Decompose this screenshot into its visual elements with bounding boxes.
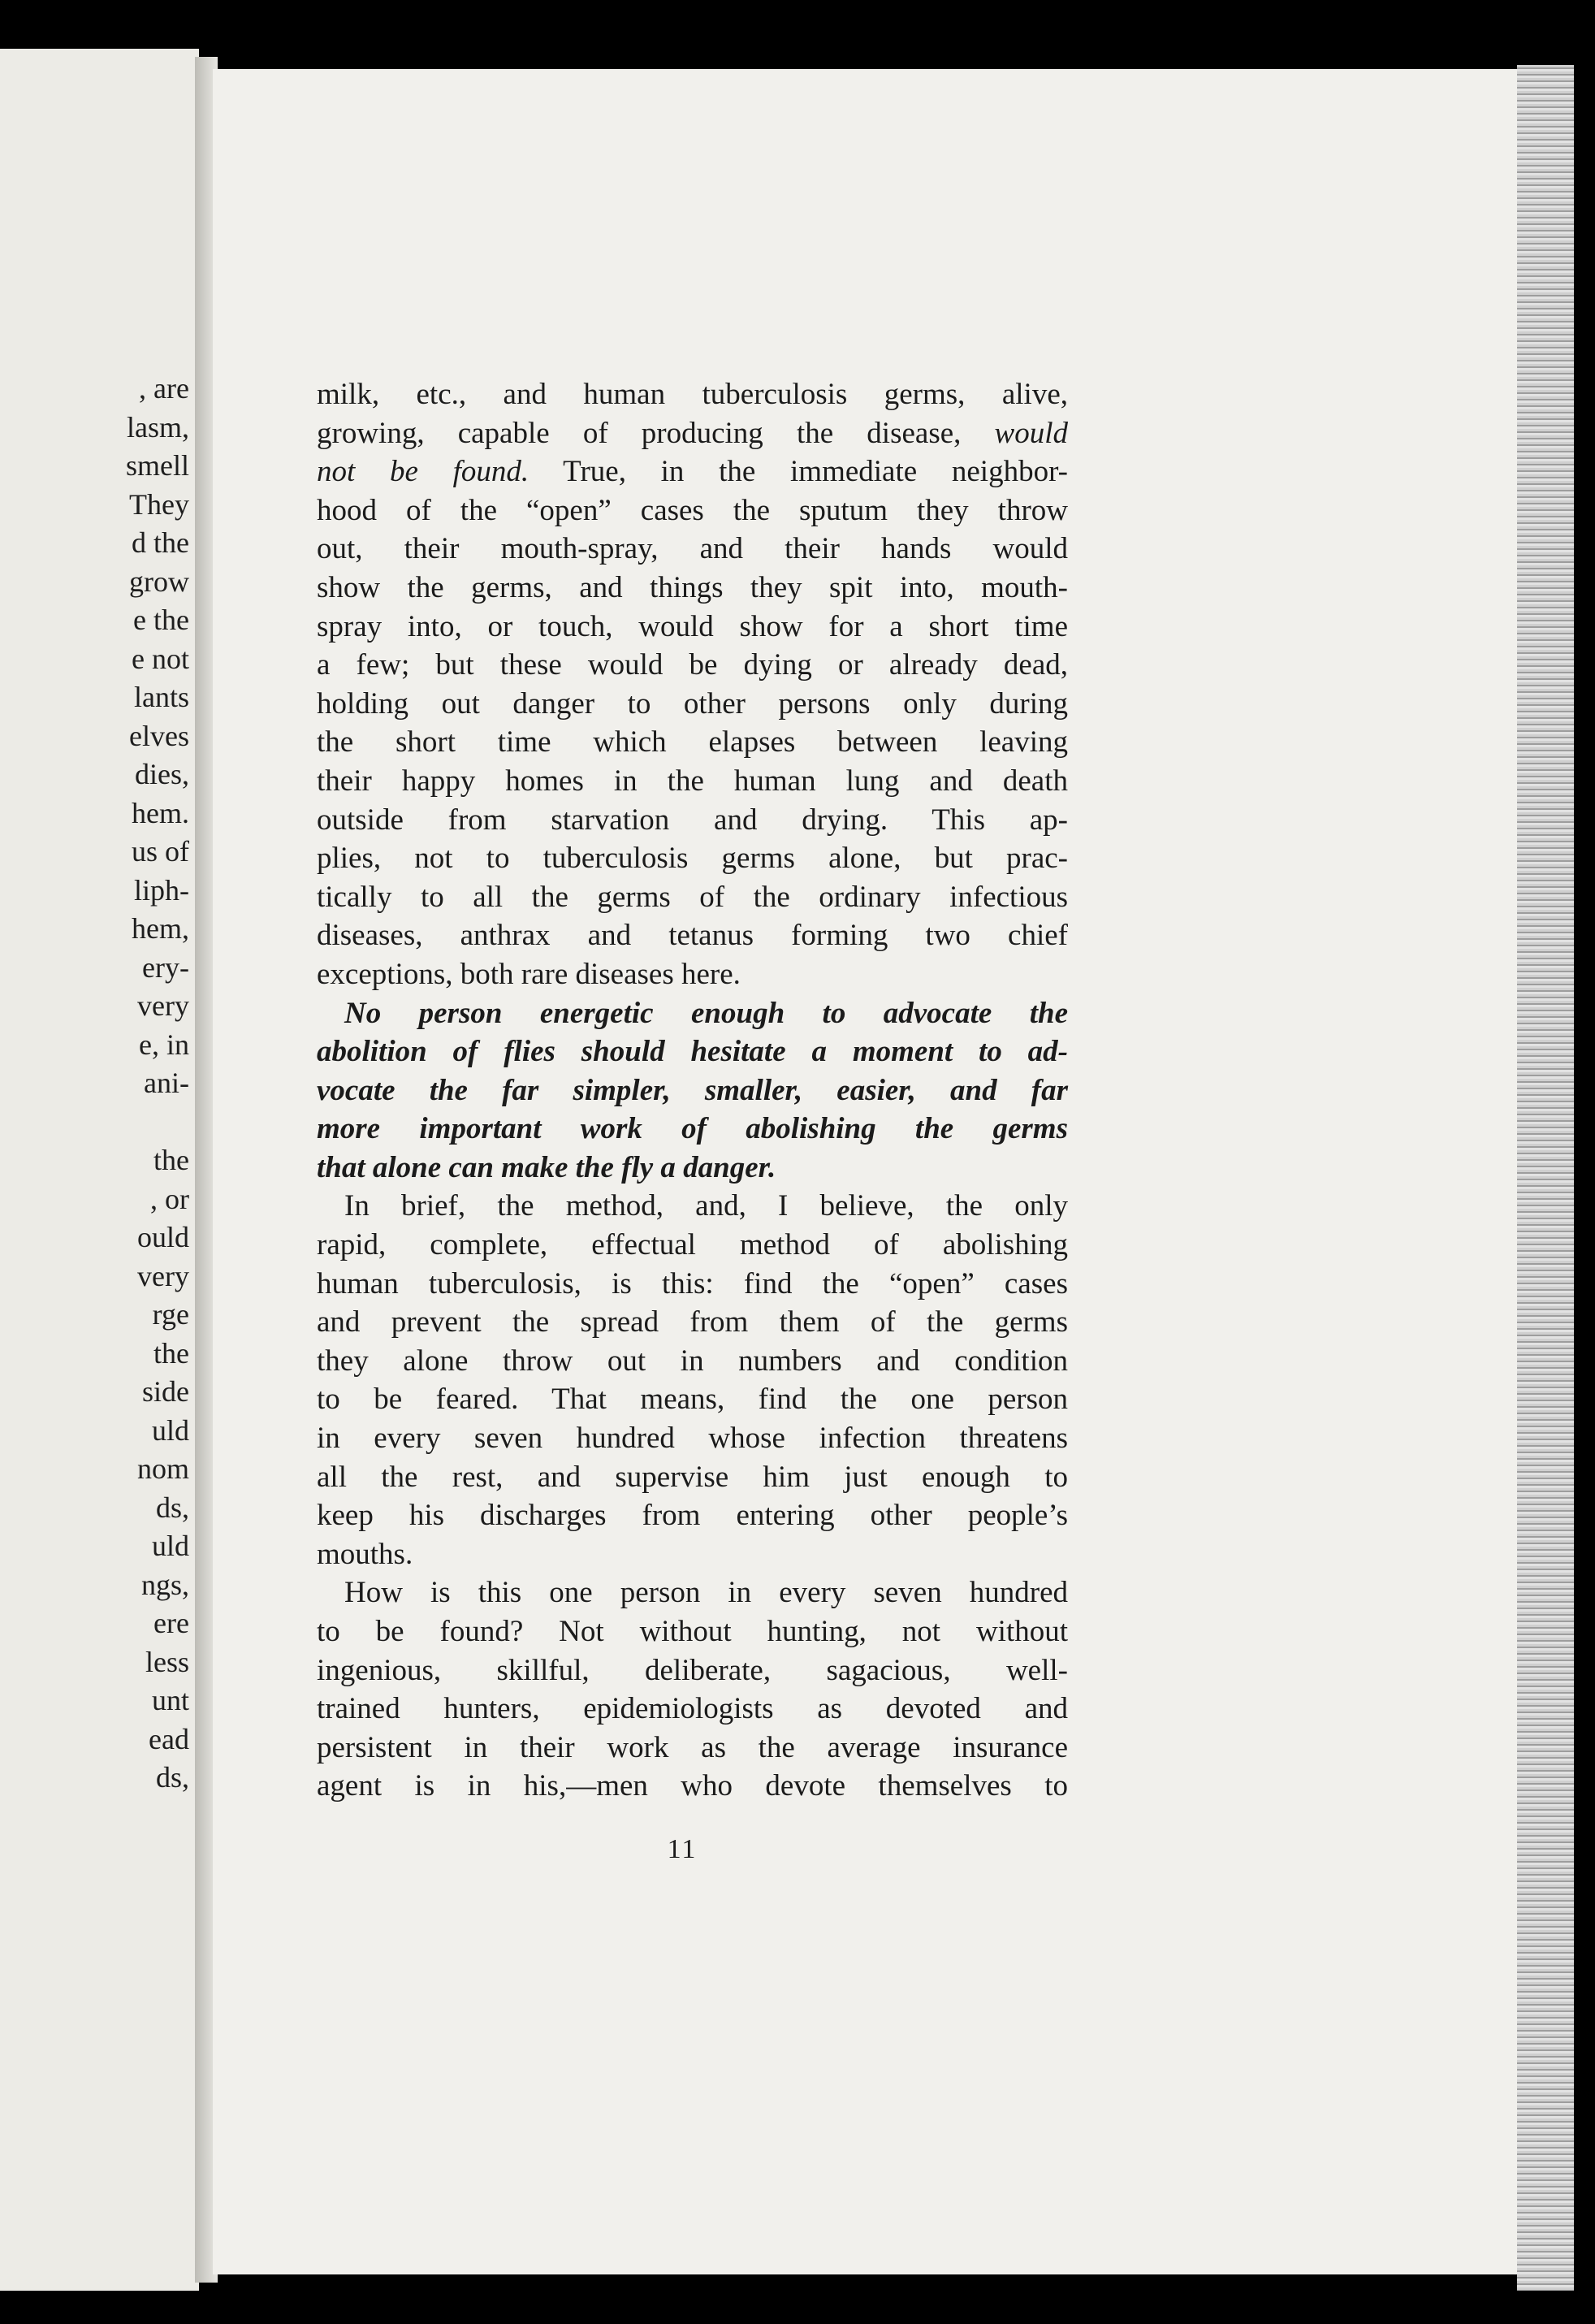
text-line: [317, 452, 1068, 491]
text-segment: out, their mouth-spray, and their hands would: [317, 532, 1068, 566]
left-page-line: ds,: [155, 1761, 189, 1794]
text-line: [317, 839, 1068, 878]
text-segment: trained hunters, epidemiologists as devoted and: [317, 1692, 1068, 1726]
text-segment: abolition of flies should hesitate a moment to ad-: [317, 1035, 1068, 1069]
text-line: [317, 646, 1068, 685]
text-line: [317, 1265, 1068, 1304]
text-line: [317, 1612, 1068, 1651]
text-line: [317, 1110, 1068, 1149]
text-line: [317, 1226, 1068, 1265]
left-page-line: ani-: [144, 1067, 189, 1099]
text-segment: to be feared. That means, find the one person: [317, 1383, 1068, 1417]
text-line: [317, 1419, 1068, 1458]
left-page-line: very: [137, 1259, 189, 1292]
text-segment: persistent in their work as the average insurance: [317, 1730, 1068, 1764]
left-page-line: ds,: [155, 1491, 189, 1524]
text-segment: ingenious, skillful, deliberate, sagacious, well-: [317, 1653, 1068, 1687]
text-line: [317, 994, 1068, 1033]
text-line: [317, 1380, 1068, 1419]
left-page-line: ead: [149, 1722, 189, 1755]
page-edge: [1517, 65, 1574, 2291]
text-line: [317, 878, 1068, 917]
text-segment: hood of the “open” cases the sputum they throw: [317, 493, 1068, 527]
left-page-line: , are: [139, 372, 189, 405]
left-page-line: dies,: [135, 758, 189, 790]
left-page-line: d the: [132, 526, 189, 559]
left-page-line: liph-: [134, 873, 189, 907]
text-segment: keep his discharges from entering other people’s: [317, 1499, 1068, 1533]
left-page-line: uld: [151, 1530, 189, 1562]
text-segment: spray into, or touch, would show for a short time: [317, 609, 1068, 643]
text-segment: outside from starvation and drying. This ap-: [317, 803, 1068, 837]
left-page-line: smell: [126, 449, 189, 482]
text-line: [317, 955, 1068, 994]
left-page-line: elves: [129, 719, 189, 752]
left-page-text: [126, 370, 189, 1798]
left-page-line: [126, 1103, 189, 1142]
left-page-line: e not: [132, 642, 189, 675]
left-page-line: ere: [153, 1607, 189, 1639]
text-segment: they alone throw out in numbers and condition: [317, 1344, 1068, 1378]
text-line: [317, 530, 1068, 569]
text-segment: that alone can make the fly a danger.: [317, 1150, 776, 1184]
text-line: [317, 916, 1068, 955]
text-segment: show the germs, and things they spit into, mouth-: [317, 570, 1068, 604]
text-line: [317, 1458, 1068, 1497]
text-segment: milk, etc., and human tuberculosis germs, alive,: [317, 378, 1068, 411]
left-page-line: rge: [152, 1298, 189, 1331]
left-page-line: uld: [151, 1413, 189, 1447]
text-line: [317, 723, 1068, 762]
left-page-line: unt: [151, 1684, 189, 1716]
text-line: [317, 1496, 1068, 1535]
text-line: [317, 801, 1068, 840]
left-page-line: hem,: [132, 912, 189, 945]
left-page-line: grow: [129, 565, 189, 598]
left-page-line: the: [153, 1336, 189, 1370]
left-page-line: They: [129, 487, 189, 521]
left-page-line: lants: [134, 681, 189, 713]
text-segment: in every seven hundred whose infection threatens: [317, 1422, 1068, 1456]
text-line: [317, 1342, 1068, 1381]
left-page-line: ould: [136, 1221, 189, 1253]
left-page-line: side: [142, 1375, 189, 1408]
text-line: [317, 685, 1068, 724]
text-line: [317, 762, 1068, 801]
left-page-line: nom: [136, 1452, 189, 1485]
page-number: 11: [667, 1834, 698, 1864]
text-segment: In brief, the method, and, I believe, the only: [344, 1189, 1068, 1223]
text-line: [317, 1573, 1068, 1612]
text-segment: human tuberculosis, is this: find the “open” cases: [317, 1266, 1068, 1300]
left-page-line: us of: [132, 835, 189, 868]
text-segment: and prevent the spread from them of the germs: [317, 1305, 1068, 1339]
text-line: [317, 1535, 1068, 1574]
text-line: [317, 375, 1068, 414]
main-text-block: [317, 375, 1068, 1806]
text-segment: agent is in his,—men who devote themselves to: [317, 1769, 1068, 1803]
text-line: [317, 1149, 1068, 1188]
text-segment: not be found.: [317, 455, 530, 489]
left-page-line: very: [137, 989, 189, 1022]
text-segment: to be found? Not without hunting, not without: [317, 1615, 1068, 1648]
text-segment: more important work of abolishing the germs: [317, 1112, 1068, 1146]
left-page-line: ngs,: [140, 1568, 189, 1601]
left-page-line: lasm,: [127, 410, 189, 444]
text-line: [317, 1032, 1068, 1071]
text-line: [317, 1729, 1068, 1768]
left-page-line: , or: [150, 1182, 189, 1215]
text-segment: No person energetic enough to advocate the: [344, 996, 1068, 1030]
text-line: [317, 1303, 1068, 1342]
text-line: [317, 569, 1068, 608]
left-page-line: hem.: [132, 796, 189, 829]
text-line: [317, 1651, 1068, 1690]
text-segment: the short time which elapses between leaving: [317, 725, 1068, 760]
text-segment: mouths.: [317, 1537, 413, 1571]
text-line: [317, 608, 1068, 647]
text-line: [317, 491, 1068, 530]
text-segment: True, in the immediate neighbor-: [529, 455, 1068, 489]
text-line: [317, 1071, 1068, 1110]
text-line: [317, 1187, 1068, 1226]
left-page-line: less: [145, 1645, 189, 1678]
text-segment: holding out danger to other persons only during: [317, 686, 1068, 721]
text-line: [317, 414, 1068, 453]
left-page-line: e the: [133, 604, 189, 636]
text-segment: exceptions, both rare diseases here.: [317, 957, 741, 991]
text-segment: all the rest, and supervise him just enough to: [317, 1460, 1068, 1494]
text-segment: growing, capable of producing the disease,: [317, 416, 995, 450]
text-line: [317, 1767, 1068, 1806]
text-segment: rapid, complete, effectual method of abolishing: [317, 1228, 1068, 1262]
left-page-line: ery-: [142, 950, 189, 984]
text-segment: diseases, anthrax and tetanus forming two chief: [317, 919, 1068, 953]
text-segment: plies, not to tuberculosis germs alone, but prac-: [317, 842, 1068, 876]
text-segment: How is this one person in every seven hundred: [344, 1576, 1068, 1610]
text-segment: their happy homes in the human lung and death: [317, 764, 1068, 798]
text-segment: tically to all the germs of the ordinary infectious: [317, 880, 1068, 914]
text-segment: vocate the far simpler, smaller, easier, and far: [317, 1073, 1068, 1107]
text-line: [317, 1690, 1068, 1729]
left-page-line: e, in: [139, 1028, 189, 1061]
text-segment: would: [994, 416, 1068, 450]
left-page-line: the: [153, 1144, 189, 1176]
text-segment: a few; but these would be dying or already dead,: [317, 648, 1068, 682]
left-page: [0, 49, 199, 2291]
